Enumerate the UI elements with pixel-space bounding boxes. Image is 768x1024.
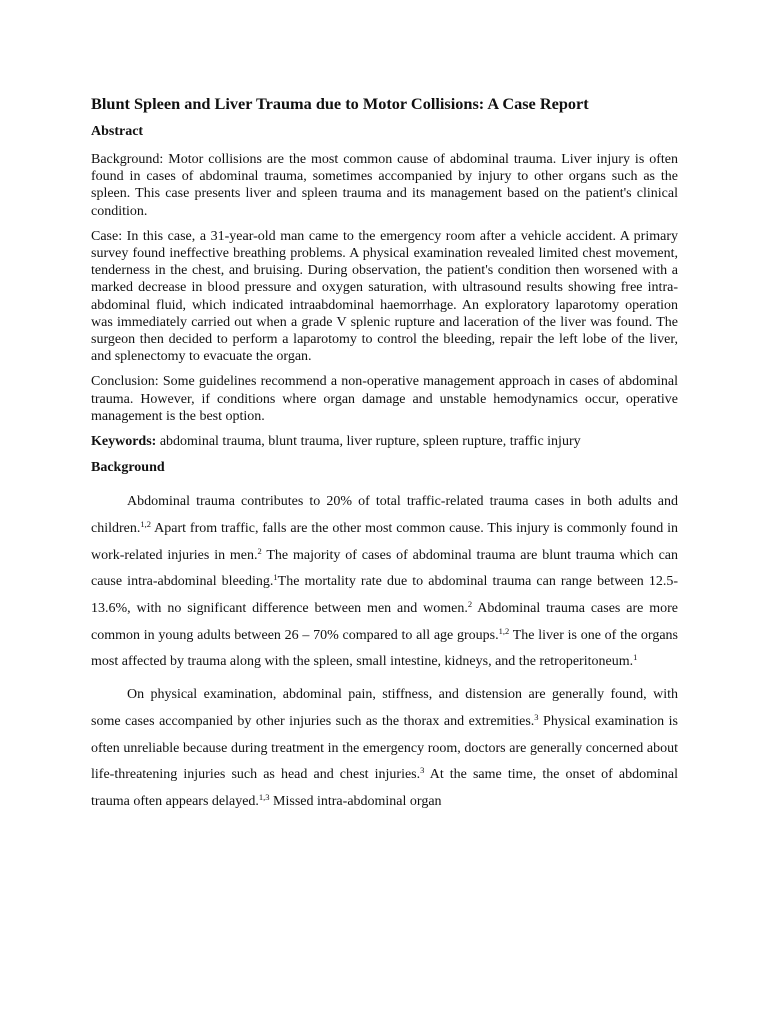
text-run: Abdominal trauma cases are more common in young adults between 26 – 70% compared to all age groups. [91,601,678,643]
citation-superscript: 1,3 [258,791,270,802]
text-run: The majority of cases of abdominal trauma are blunt trauma which can cause intra-abdominal bleeding. [91,547,678,590]
text-run: At the same time, the onset of abdominal trauma often appears delayed. [91,767,678,809]
background-paragraph-2 [91,682,678,816]
abstract-case-paragraph: Case: In this case, a 31-year-old man came to the emergency room after a vehicle accident. A primary survey found ineffective breathing problems. A physical examination revealed limited chest movement, tenderness in the chest, and bruising. During observation, the patient's condition then worsened with a marked decrease in blood pressure and oxygen saturation, with ultrasound results showing free intra-abdominal fluid, which indicated intraabdominal haemorrhage. An exploratory laparotomy operation was immediately carried out when a grade V splenic rupture and laceration of the liver was found. The surgeon then decided to perform a laparotomy to control the bleeding, repair the left lobe of the liver, and splenectomy to evacuate the organ. [91,228,678,365]
citation-superscript: 1 [633,652,638,663]
text-run: The liver is one of the organs most affected by trauma along with the spleen, small intestine, kidneys, and the retroperitoneum. [91,627,678,670]
citation-superscript: 2 [467,599,473,610]
paper-title: Blunt Spleen and Liver Trauma due to Motor Collisions: A Case Report [91,94,589,113]
background-heading: Background [91,460,165,476]
background-paragraph-1 [91,489,678,676]
citation-superscript: 3 [420,765,425,776]
citation-superscript: 2 [257,545,262,556]
text-run: The mortality rate due to abdominal trauma can range between 12.5-13.6%, with no significant difference between men and women. [91,574,678,617]
abstract-heading: Abstract [91,124,144,139]
keywords-list: abdominal trauma, blunt trauma, liver rupture, spleen rupture, traffic injury [156,434,581,450]
keywords-label: Keywords: [91,434,157,450]
document-page [91,94,678,822]
text-run: Apart from traffic, falls are the other most common cause. This injury is commonly found in work-related injuries in men. [91,520,678,563]
citation-superscript: 1,2 [498,625,510,636]
text-run: On physical examination, abdominal pain, stiffness, and distension are generally found, with some cases accompanied by other injuries such as the thorax and extremities. [91,687,678,729]
keywords-line [91,433,678,450]
citation-superscript: 1,2 [140,518,151,529]
text-run: Abdominal trauma contributes to 20% of total traffic-related trauma cases in both adults and children. [91,494,678,536]
citation-superscript: 3 [534,711,539,722]
abstract-background-paragraph: Background: Motor collisions are the most common cause of abdominal trauma. Liver injury is often found in cases of abdominal trauma, sometimes accompanied by injury to other organs such as the spleen. This case presents liver and spleen trauma and its management based on the patient's clinical condition. [91,152,678,219]
abstract-conclusion-paragraph: Conclusion: Some guidelines recommend a non-operative management approach in cases of abdominal trauma. However, if conditions where organ damage and unstable hemodynamics occur, operative management is the best option. [91,374,678,424]
text-run: Physical examination is often unreliable because during treatment in the emergency room, doctors are generally concerned about life-threatening injuries such as head and chest injuries. [91,713,679,783]
citation-superscript: 1 [273,572,278,583]
text-run: Missed intra-abdominal organ [269,793,442,809]
